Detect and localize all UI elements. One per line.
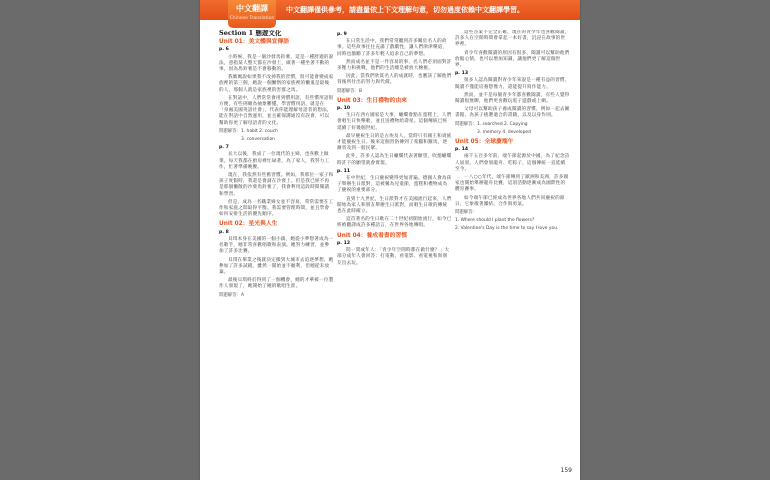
paragraph: 然而，並不是每個青少年都喜歡閱讀，有些人覺得閱讀很無聊，他們更喜歡玩電子遊戲或上網。 [455, 92, 570, 105]
paragraph: 父母可以幫助孩子養成閱讀的習慣，例如一起去圖書館、為孩子挑選適合的書籍，以及以身作則。 [455, 107, 570, 119]
page-ref: p. 12 [337, 240, 351, 246]
unit-title: Unit 05：全球慶端午 [455, 139, 514, 146]
page-ref: p. 11 [337, 168, 351, 174]
paragraph: 貝琪在畢業之後就決定搬到大城市去追逐夢想，她參加了許多試鏡，雖然一開始並不順利，但她從未放棄。 [219, 257, 334, 275]
document-page [200, 0, 580, 480]
page-number: 159 [560, 467, 572, 474]
paragraph: 在中世紀，生日慶祝變得更加普遍。德國人會為孩子舉辦生日派對，這被稱為兒童節，蛋糕和禮物成為了慶祝的重要部分。 [337, 176, 452, 194]
unit-title: Unit 02：星光與人生 [219, 221, 278, 228]
page-ref: p. 7 [219, 145, 229, 151]
section-title: Section 1 態遊文化 [219, 30, 282, 37]
paragraph: 一八○○年代，端午節傳到了歐洲和美洲，許多國家也開始舉辦龍舟比賽，這項活動逐漸成為國際性的體育賽事。 [455, 175, 569, 193]
page-ref: p. 6 [219, 47, 229, 53]
page-ref: p. 13 [455, 71, 469, 77]
answer-note: 問題解答：1. searched 2. Copying [455, 121, 528, 127]
answer-note: 問題解答： [455, 210, 477, 216]
column-1 [219, 30, 334, 450]
paragraph: 如今端午節已經成為世界各地人們共同慶祝的節日，它象徵著團結、合作與勇氣。 [455, 195, 565, 207]
header-notice: 中文翻譯僅供參考，請盡量依上下文理解句意，切勿過度依賴中文翻譯學習。 [286, 6, 524, 14]
paragraph: 很多人認為閱讀對青少年來說是一種有益的習慣，閱讀不僅能培養想像力，還能提升寫作能力。 [455, 78, 570, 90]
answer-note: 3. conversation [241, 137, 275, 143]
paragraph: 但是，成為一名職業婦女並不容易，常常需要在工作和家庭之間取得平衡。我需要管理時間，並且學會如何安排生活的優先順序。 [219, 199, 334, 218]
paragraph: 最早慶祝生日的是古埃及人，當時只有國王和貴族才能慶祝生日。後來這個習俗傳到了希臘和羅馬，逐漸普及到一般民眾。 [337, 133, 452, 152]
answer-note: 問題解答：A [219, 292, 244, 298]
paragraph: 在對話中，人們常常會用到慣用語，有些慣用語很方便，有些則頗為抽象難懂。學習慣用語，就是在「身處美國英語社會」，代表你能理解母語者的想法，能在對話中自然運用，並且確保溝通沒有誤會，可以幫助你更了解母語者的文化。 [219, 95, 334, 126]
paragraph: 最後貝琪終於得到了一個機會，她的才華被一位製作人發現了，她開始了她的歌唱生涯。 [219, 278, 334, 290]
paragraph: 貝琪本身在美國的一個小鎮，她從小夢想著成為一名歌手，她非常喜歡唱歌和表演。她努力練習，並參加了許多比賽。 [219, 236, 334, 255]
answer-note: 3. memory 4. developed [477, 129, 531, 135]
page-ref: p. 14 [455, 147, 469, 153]
paragraph: 兩千五百多年前，端午節起源於中國，為了紀念詩人屈原，人們會划龍舟、吃粽子，這個傳統一直延續至今。 [455, 154, 570, 172]
paragraph: 因此，當我們欣賞名人的成就時，也應該了解他們背後所付出的努力與代價。 [337, 74, 452, 86]
paragraph: 在日常生活中，我們常常聽到許多關於名人的故事。這些故事往往充滿了戲劇性，讓人們津津樂道，同時也激勵了許多年輕人追求自己的夢想。 [337, 39, 448, 57]
paragraph: 生日在西方國家是大事，蠟燭會點在蛋糕上，人們會唱生日快樂歌，並且送禮物給壽星。這個傳統已經延續了好幾個世紀。 [337, 113, 452, 131]
viewer-right-margin [580, 0, 770, 480]
column-2 [337, 30, 452, 450]
column-3 [455, 30, 570, 450]
paragraph: 這首著名的生日歌在二十世紀初開始流行，如今已經被翻譯成許多種語言，在世界各地傳唱。 [337, 217, 452, 229]
paragraph: 問一問成年人：「青少年空閒時都在做什麼？」大部分成年人會回答：打電動、看電影、看電視和與朋友出去玩。 [337, 248, 450, 266]
unit-title: Unit 01：美文體與宣傳語 [219, 39, 290, 46]
tab-title: 中文翻譯 [236, 4, 268, 13]
paragraph: 現在，我依然有些舊習慣。例如，我那位一家子和孩子度假時，我還是會窩在沙發上。但是我已經不再是那個懶散的沙發馬鈴薯了，我會利用這段時間閱讀和學習。 [219, 173, 334, 197]
paragraph: 小時候，我是一個沙發馬鈴薯，這是一種舒適的說法，意指某人整天都在沙發上，做著一種坐著不動的事，因為馬鈴薯是不會移動的。 [219, 54, 334, 73]
header-tab [228, 0, 276, 28]
paragraph: 然而成名並不是一件容易的事，名人們必須面對許多壓力和挑戰，他們的生活總是被放大檢視。 [337, 59, 452, 72]
answer-note: 問題解答：1. habit 2. couch [219, 128, 278, 134]
unit-title: Unit 03：生日禮物的由來 [337, 97, 408, 104]
page-ref: p. 9 [337, 32, 347, 37]
answer-note: 問題解答：B [337, 88, 362, 94]
answer-note: 1. Where should I plant the flowers? [455, 218, 535, 224]
paragraph: 直到十九世紀，生日派對才在美國流行起來，人們開始為家人和朋友舉辦生日派對，而唱生日歌的傳統也在此時確立。 [337, 196, 452, 215]
paragraph: 我媽媽說如果我不改掉我的習慣，很可能會變成家族裡的第三個，她說一個懶惰的家族裡的懶鬼是最後的人，那個人就是家族裡的害群之馬。 [219, 75, 334, 93]
paragraph: 這些答案不完全正確，現在的青少年也喜歡閱讀，許多人在空閒時間會拿起一本好書，沉浸在故事的世界裡。 [455, 30, 570, 48]
answer-note: 2. Valentine's Day is the time to say I love you. [455, 226, 559, 232]
paragraph: 此外，許多人認為生日蠟燭代表著願望，吹熄蠟燭時許下的願望就會實現。 [337, 154, 452, 166]
page-ref: p. 8 [219, 229, 229, 235]
viewer-left-margin [0, 0, 200, 480]
page-ref: p. 10 [337, 106, 351, 112]
paragraph: 青少年喜歡閱讀的原因有很多，閱讀可以幫助他們放鬆心情，也可以增加知識，讓他們更了解這個世界。 [455, 50, 570, 69]
paragraph: 長大以後，我成了一位現代的主婦，也喜歡上做菜。每天我都在廚房裡忙碌著，為了家人，我努力工作，忙著準備晚餐。 [219, 152, 330, 170]
unit-title: Unit 04：養成看書的習慣 [337, 232, 408, 239]
tab-subtitle: Chinese Translation [229, 16, 275, 21]
